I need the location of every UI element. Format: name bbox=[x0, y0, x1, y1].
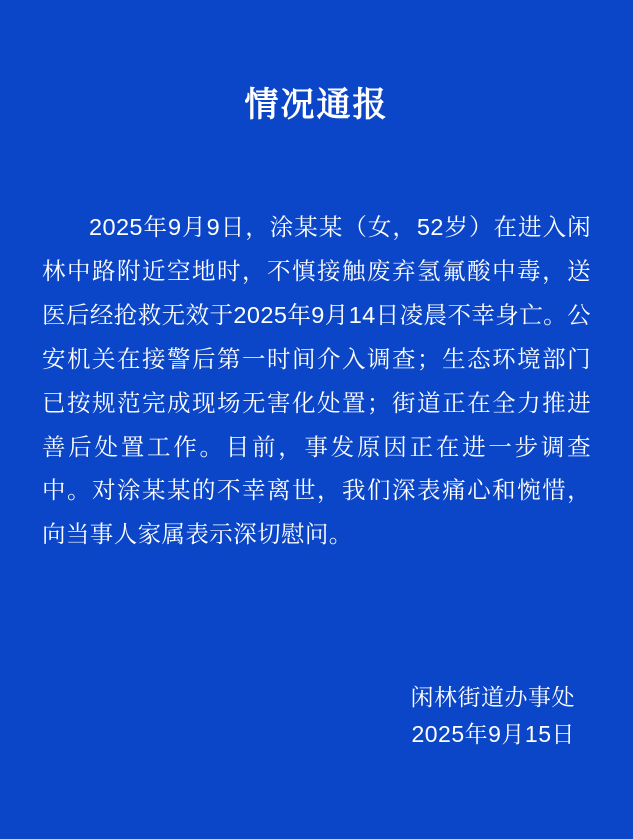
page-title: 情况通报 bbox=[244, 85, 389, 124]
announcement-body-container bbox=[0, 148, 633, 557]
signature-issuer: 闲林街道办事处 bbox=[410, 684, 575, 711]
signature-date: 2025年9月15日 bbox=[411, 720, 575, 747]
signature-block bbox=[411, 679, 576, 753]
announcement-body-text: 2025年9月9日，涂某某（女，52岁）在进入闲林中路附近空地时，不慎接触废弃氢氟酸中毒，送医后经抢救无效于2025年9月14日凌晨不幸身亡。公安机关在接警后第一时间介入调查；生态环境部门已按规范完成现场无害化处置；街道正在全力推进善后处置工作。目前，事发原因正在进一步调查中。对涂某某的不幸离世，我们深表痛心和惋惜，向当事人家属表示深切慰问。 bbox=[42, 213, 591, 548]
announcement-page bbox=[0, 23, 633, 839]
